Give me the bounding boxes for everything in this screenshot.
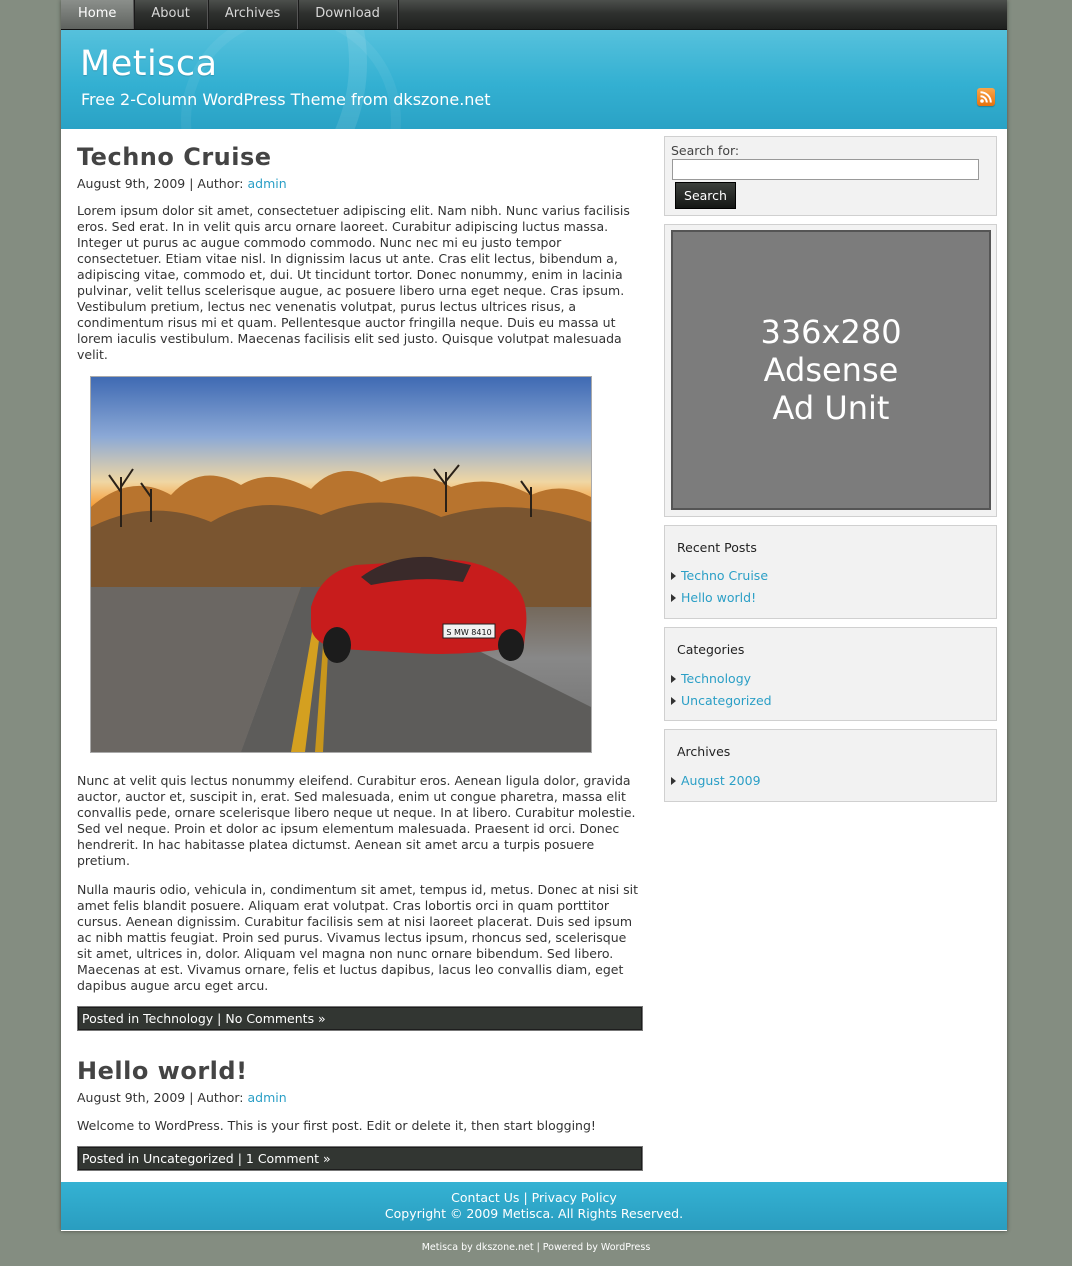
bullet-arrow-icon <box>671 572 676 580</box>
author-label: | Author: <box>189 176 244 191</box>
license-plate: S MW 8410 <box>446 628 492 637</box>
nav-item-home[interactable]: Home <box>61 0 134 29</box>
search-label: Search for: <box>671 143 740 158</box>
post-paragraph: Nunc at velit quis lectus nonummy eleifend. Curabitur eros. Aenean ligula dolor, gravida auctor, auctor et, suscipit in, erat. Sed malesuada, enim ut congue pharetra, massa elit convallis pede, ornare scelerisque libero neque ut neque. In at libero. Curabitur molestie. Sed vel neque. Proin et dolor ac ipsum elementum malesuada. Praesent id orci. Donec hendrerit. In hac habitasse platea dictumst. Aenean sit amet arcu a turpis posuere pretium. <box>77 773 636 868</box>
footer-separator: | <box>523 1190 528 1205</box>
posted-in-label: Posted in <box>82 1151 140 1166</box>
post-paragraph: Welcome to WordPress. This is your first post. Edit or delete it, then start blogging! <box>77 1118 596 1133</box>
ad-line: Adsense <box>763 351 899 389</box>
nav-item-archives[interactable]: Archives <box>208 0 298 29</box>
categories-widget <box>664 627 997 721</box>
post-paragraph: Nulla mauris odio, vehicula in, condimentum sit amet, tempus id, metus. Donec at nisi sit amet felis blandit posuere. Aliquam erat volutpat. Cras lobortis orci in quam porttitor cursus. Aenean dignissim. Curabitur facilisis sem at nisi laoreet placerat. Duis sed ipsum ac nibh mattis feugiat. Proin sed purus. Vivamus lectus ipsum, rhoncus sed, scelerisque sit amet, ultrices in, dolor. Aliquam vel magna non nunc ornare bibendum. Sed libero. Maecenas at est. Vivamus ornare, felis et luctus dapibus, lacus leo convallis diam, eget dapibus augue arcu eget arcu. <box>77 882 639 993</box>
rss-feed-icon[interactable] <box>977 88 995 106</box>
categories-list <box>671 668 772 712</box>
nav-item-download[interactable]: Download <box>298 0 398 29</box>
nav-item-about[interactable]: About <box>134 0 207 29</box>
post-image-car <box>90 376 592 753</box>
post-footer-meta <box>78 1147 642 1170</box>
link-label: August 2009 <box>681 773 761 788</box>
bullet-arrow-icon <box>671 697 676 705</box>
post-date: August 9th, 2009 <box>77 176 186 191</box>
privacy-policy-link[interactable]: Privacy Policy <box>531 1190 617 1205</box>
ad-widget <box>664 224 997 517</box>
ad-line: 336x280 <box>760 313 902 351</box>
ad-line: Ad Unit <box>772 389 890 427</box>
site-footer <box>61 1182 1007 1230</box>
recent-posts-widget <box>664 525 997 619</box>
theme-credit: Metisca by dkszone.net | Powered by WordPress <box>421 1242 651 1253</box>
recent-post-link[interactable] <box>671 565 768 587</box>
archives-list <box>671 770 761 792</box>
post-body <box>77 1118 642 1134</box>
footer-links <box>61 1190 1007 1206</box>
widget-title: Recent Posts <box>677 540 757 555</box>
author-link[interactable]: admin <box>247 176 287 191</box>
author-label: | Author: <box>189 1090 244 1105</box>
meta-separator: | <box>237 1151 242 1166</box>
site-title[interactable]: Metisca <box>80 44 218 84</box>
top-navigation <box>61 0 1007 30</box>
post-body <box>77 203 642 994</box>
search-widget <box>664 136 997 216</box>
post-paragraph: Lorem ipsum dolor sit amet, consectetuer adipiscing elit. Nam nibh. Nunc varius facilisis eros. Sed erat. In in velit quis arcu ornare laoreet. Curabitur adipiscing luctus massa. Integer ut purus ac augue commodo commodo. Nunc nec mi eu justo tempor consectetuer. Etiam vitae nisl. In dignissim lacus ut ante. Cras elit lectus, bibendum a, adipiscing vitae, commodo et, dui. Ut tincidunt tortor. Donec nonummy, enim in lacinia pulvinar, velit tellus scelerisque augue, ac posuere libero urna eget neque. Cras ipsum. Vestibulum pretium, lectus nec venenatis volutpat, purus lectus ultrices risus, a condimentum risus mi et quam. Pellentesque auctor fringilla neque. Duis eu massa ut lorem iaculis vestibulum. Maecenas facilisis elit sed justo. Quisque volutpat malesuada velit. <box>77 203 630 362</box>
post-meta <box>77 1089 642 1107</box>
post-title[interactable]: Techno Cruise <box>77 143 272 171</box>
post-date: August 9th, 2009 <box>77 1090 186 1105</box>
category-link[interactable]: Uncategorized <box>143 1151 234 1166</box>
comments-link[interactable]: No Comments » <box>225 1011 326 1026</box>
author-link[interactable]: admin <box>247 1090 287 1105</box>
category-item[interactable] <box>671 668 772 690</box>
search-button[interactable]: Search <box>675 182 736 209</box>
widget-title: Archives <box>677 744 731 759</box>
post-meta <box>77 175 642 193</box>
post <box>77 135 642 1030</box>
site-header <box>61 30 1007 129</box>
category-item[interactable] <box>671 690 772 712</box>
sidebar <box>664 136 997 810</box>
page-wrapper <box>61 0 1007 1231</box>
site-description: Free 2-Column WordPress Theme from dkszone.net <box>81 90 491 109</box>
post-title[interactable]: Hello world! <box>77 1057 248 1085</box>
link-label: Technology <box>681 671 752 686</box>
meta-separator: | <box>217 1011 222 1026</box>
contact-us-link[interactable]: Contact Us <box>451 1190 520 1205</box>
archive-item[interactable] <box>671 770 761 792</box>
category-link[interactable]: Technology <box>143 1011 214 1026</box>
link-label: Uncategorized <box>681 693 772 708</box>
bullet-arrow-icon <box>671 675 676 683</box>
link-label: Techno Cruise <box>681 568 769 583</box>
ad-placeholder[interactable] <box>671 230 991 510</box>
widget-title: Categories <box>677 642 745 657</box>
recent-post-link[interactable] <box>671 587 768 609</box>
post-footer-meta <box>78 1007 642 1030</box>
search-input[interactable] <box>672 159 979 180</box>
recent-posts-list <box>671 565 768 609</box>
comments-link[interactable]: 1 Comment » <box>245 1151 331 1166</box>
copyright-text: Copyright © 2009 Metisca. All Rights Reserved. <box>384 1206 684 1221</box>
post <box>77 1049 642 1170</box>
archives-widget <box>664 729 997 802</box>
bullet-arrow-icon <box>671 594 676 602</box>
link-label: Hello world! <box>681 590 757 605</box>
posted-in-label: Posted in <box>82 1011 140 1026</box>
main-content <box>77 135 642 1170</box>
bullet-arrow-icon <box>671 777 676 785</box>
